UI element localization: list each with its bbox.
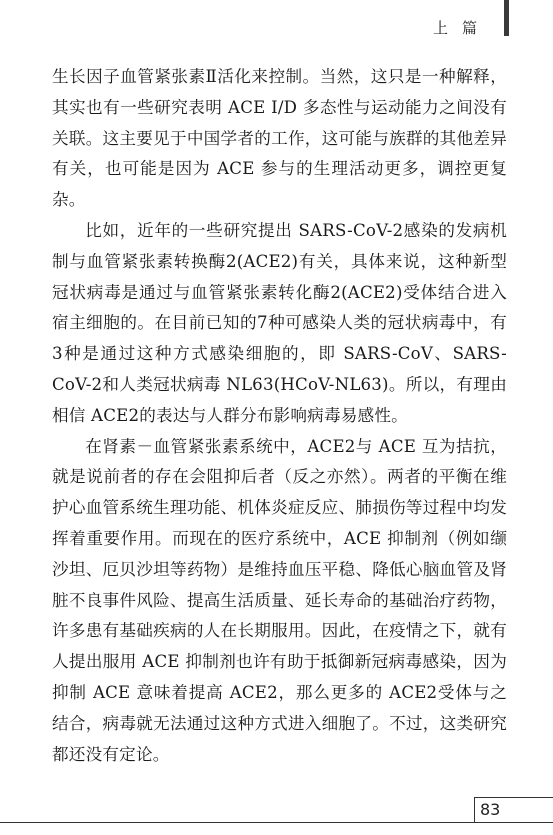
header-title: 上篇 [432,19,491,37]
paragraph-1: 生长因子血管紧张素Ⅱ活化来控制。当然，这只是一种解释，其实也有一些研究表明 ACE I/D 多态性与运动能力之间没有关联。这主要见于中国学者的工作，这可能与族群的其他差异有关，也可能是因为 ACE 参与的生理活动更多，调控更复杂。 [52,67,507,210]
paragraph-2: 比如，近年的一些研究提出 SARS-CoV-2感染的发病机制与血管紧张素转换酶2(ACE2)有关，具体来说，这种新型冠状病毒是通过与血管紧张素转化酶2(ACE2)受体结合进入宿主细胞的。在目前已知的7种可感染人类的冠状病毒中，有3种是通过这种方式感染细胞的，即 SARS-CoV、SARS-CoV-2和人类冠状病毒 NL63(HCoV-NL63)。所以，有理由相信 ACE2的表达与人群分布影响病毒易感性。 [52,220,507,425]
page-number: 83 [480,800,501,819]
header-decorative-bar [504,0,509,36]
paragraph-3: 在肾素－血管紧张素系统中，ACE2与 ACE 互为拮抗，就是说前者的存在会阻抑后者（反之亦然）。两者的平衡在维护心血管系统生理功能、机体炎症反应、肺损伤等过程中均发挥着重要作用。而现在的医疗系统中，ACE 抑制剂（例如缬沙坦、厄贝沙坦等药物）是维持血压平稳、降低心脑血管及肾脏不良事件风险、提高生活质量、延长寿命的基础治疗药物，许多患有基础疾病的人在长期服用。因此，在疫情之下，就有人提出服用 ACE 抑制剂也许有助于抵御新冠病毒感染，因为抑制 ACE 意味着提高 ACE2，那么更多的 ACE2受体与之结合，病毒就无法通过这种方式进入细胞了。不过，这类研究都还没有定论。 [52,436,507,764]
footer-rule [0,822,553,823]
running-header [0,0,553,44]
body-text [52,62,507,770]
